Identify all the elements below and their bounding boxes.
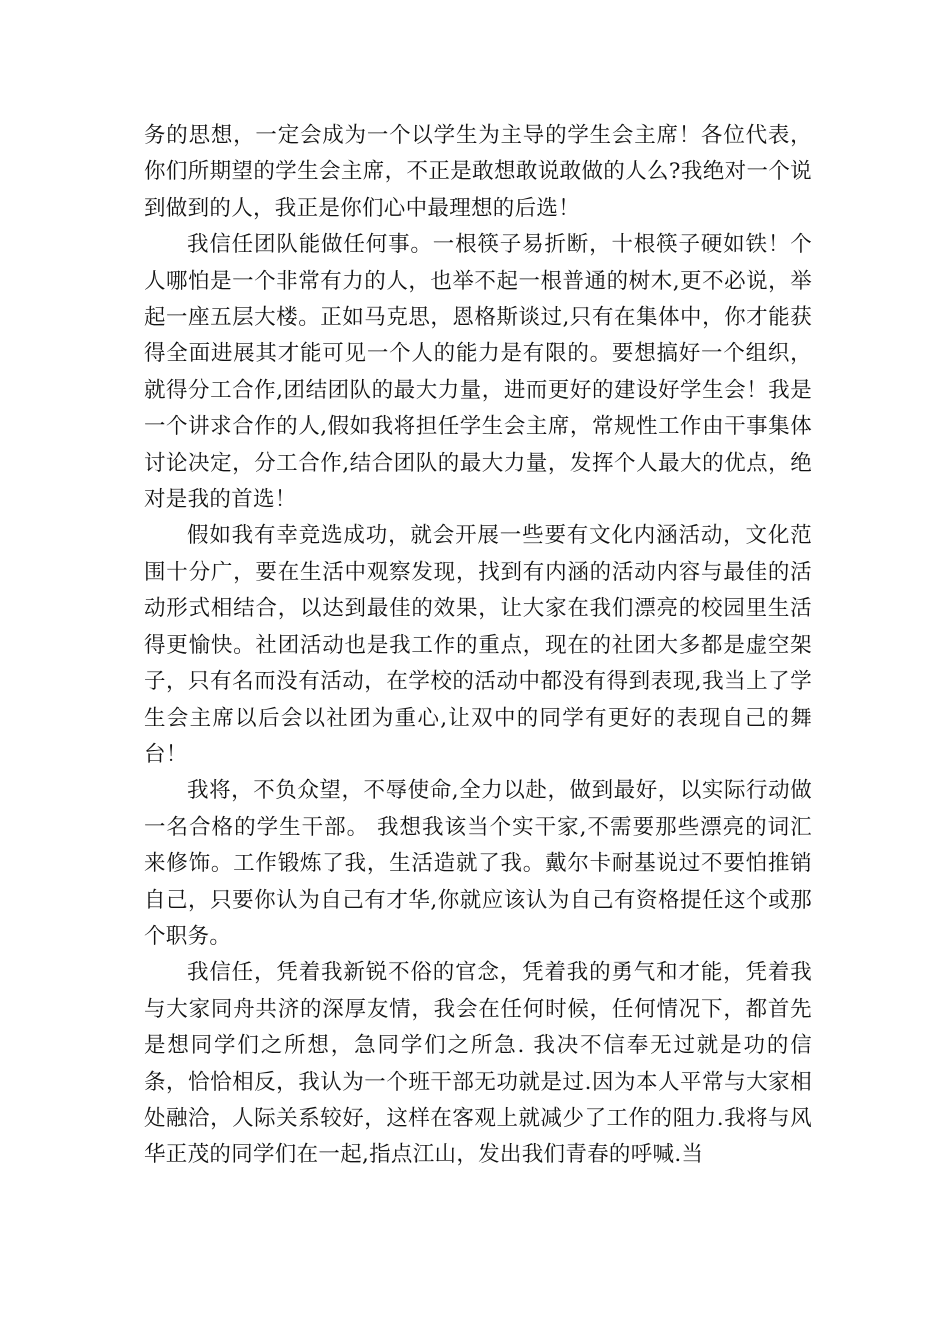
paragraph-4: 我将，不负众望，不辱使命,全力以赴，做到最好，以实际行动做一名合格的学生干部。 我想我该当个实干家,不需要那些漂亮的词汇来修饰。工作锻炼了我，生活造就了我。戴尔卡耐基说过不要怕推销自己，只要你认为自己有才华,你就应该认为自己有资格提任这个或那个职务。 xyxy=(144,778,812,949)
paragraph-3: 假如我有幸竞选成功，就会开展一些要有文化内涵活动，文化范围十分广，要在生活中观察发现，找到有内涵的活动内容与最佳的活动形式相结合，以达到最佳的效果，让大家在我们漂亮的校园里生活得更愉快。社团活动也是我工作的重点，现在的社团大多都是虚空架子，只有名而没有活动，在学校的活动中都没有得到表现,我当上了学生会主席以后会以社团为重心,让双中的同学有更好的表现自己的舞台！ xyxy=(144,523,812,767)
paragraph-1: 务的思想，一定会成为一个以学生为主导的学生会主席！各位代表，你们所期望的学生会主席，不正是敢想敢说敢做的人么?我绝对一个说到做到的人，我正是你们心中最理想的后选！ xyxy=(144,123,812,221)
paragraph-5: 我信任，凭着我新锐不俗的官念，凭着我的勇气和才能，凭着我与大家同舟共济的深厚友情，我会在任何时候，任何情况下，都首先是想同学们之所想，急同学们之所急. 我决不信奉无过就是功的信条，恰恰相反，我认为一个班干部无功就是过.因为本人平常与大家相处融洽，人际关系较好，这样在客观上就减少了工作的阻力.我将与风华正茂的同学们在一起,指点江山，发出我们青春的呼喊.当 xyxy=(144,960,812,1168)
paragraph-2: 我信任团队能做任何事。一根筷子易折断，十根筷子硬如铁！个人哪怕是一个非常有力的人，也举不起一根普通的树木,更不必说，举起一座五层大楼。正如马克思，恩格斯谈过,只有在集体中，你才能获得全面进展其才能可见一个人的能力是有限的。要想搞好一个组织，就得分工合作,团结团队的最大力量，进而更好的建设好学生会！我是一个讲求合作的人,假如我将担任学生会主席，常规性工作由干事集体讨论决定，分工合作,结合团队的最大力量，发挥个人最大的优点，绝对是我的首选！ xyxy=(144,232,812,513)
document-body xyxy=(144,118,812,1174)
